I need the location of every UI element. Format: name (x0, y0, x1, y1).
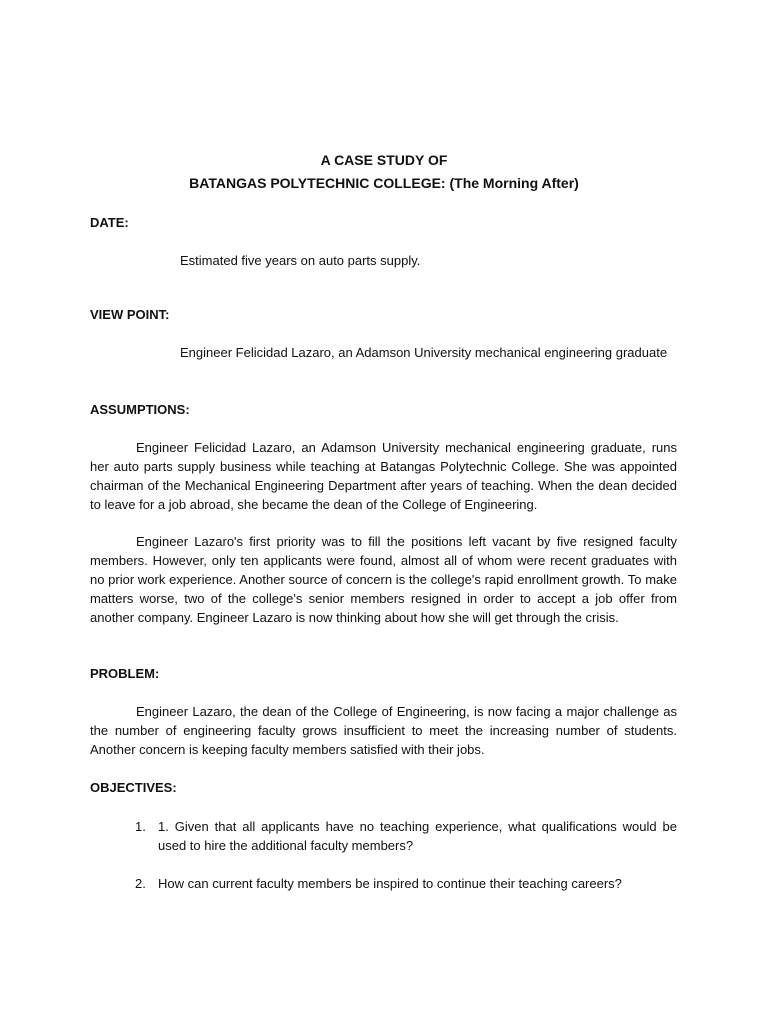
problem-heading: PROBLEM: (90, 666, 160, 681)
date-text: Estimated five years on auto parts supply. (180, 253, 421, 268)
assumptions-heading: ASSUMPTIONS: (90, 402, 190, 417)
objectives-heading: OBJECTIVES: (90, 780, 177, 795)
view-point-text: Engineer Felicidad Lazaro, an Adamson University mechanical engineering graduate (180, 345, 668, 360)
problem-text: Engineer Lazaro, the dean of the College of Engineering, is now facing a major challenge as the number of engineering faculty grows insufficient to meet the increasing number of students. Another concern is keeping faculty members satisfied with their jobs. (90, 704, 677, 757)
document-title-line-2: BATANGAS POLYTECHNIC COLLEGE: (The Morning After) (189, 175, 579, 191)
objective-number-2: 2. (135, 876, 146, 891)
assumptions-paragraph-1: Engineer Felicidad Lazaro, an Adamson University mechanical engineering graduate, runs her auto parts supply business while teaching at Batangas Polytechnic College. She was appointed chairman of the Mechanical Engineering Department after years of teaching. When the dean decided to leave for a job abroad, she became the dean of the College of Engineering. (90, 440, 677, 512)
document-title-line-1: A CASE STUDY OF (320, 152, 448, 168)
assumptions-paragraph-2: Engineer Lazaro's first priority was to fill the positions left vacant by five resigned faculty members. However, only ten applicants were found, almost all of whom were recent graduates with no prior work experience. Another source of concern is the college's rapid enrollment growth. To make matters worse, two of the college's senior members resigned in order to accept a job offer from another company. Engineer Lazaro is now thinking about how she will get through the crisis. (90, 534, 677, 625)
objective-text-2: How can current faculty members be inspired to continue their teaching careers? (158, 876, 622, 891)
objective-text-1: 1. Given that all applicants have no teaching experience, what qualifications would be used to hire the additional faculty members? (158, 819, 677, 853)
date-heading: DATE: (90, 215, 129, 230)
view-point-heading: VIEW POINT: (90, 307, 170, 322)
objective-number-1: 1. (135, 819, 146, 834)
